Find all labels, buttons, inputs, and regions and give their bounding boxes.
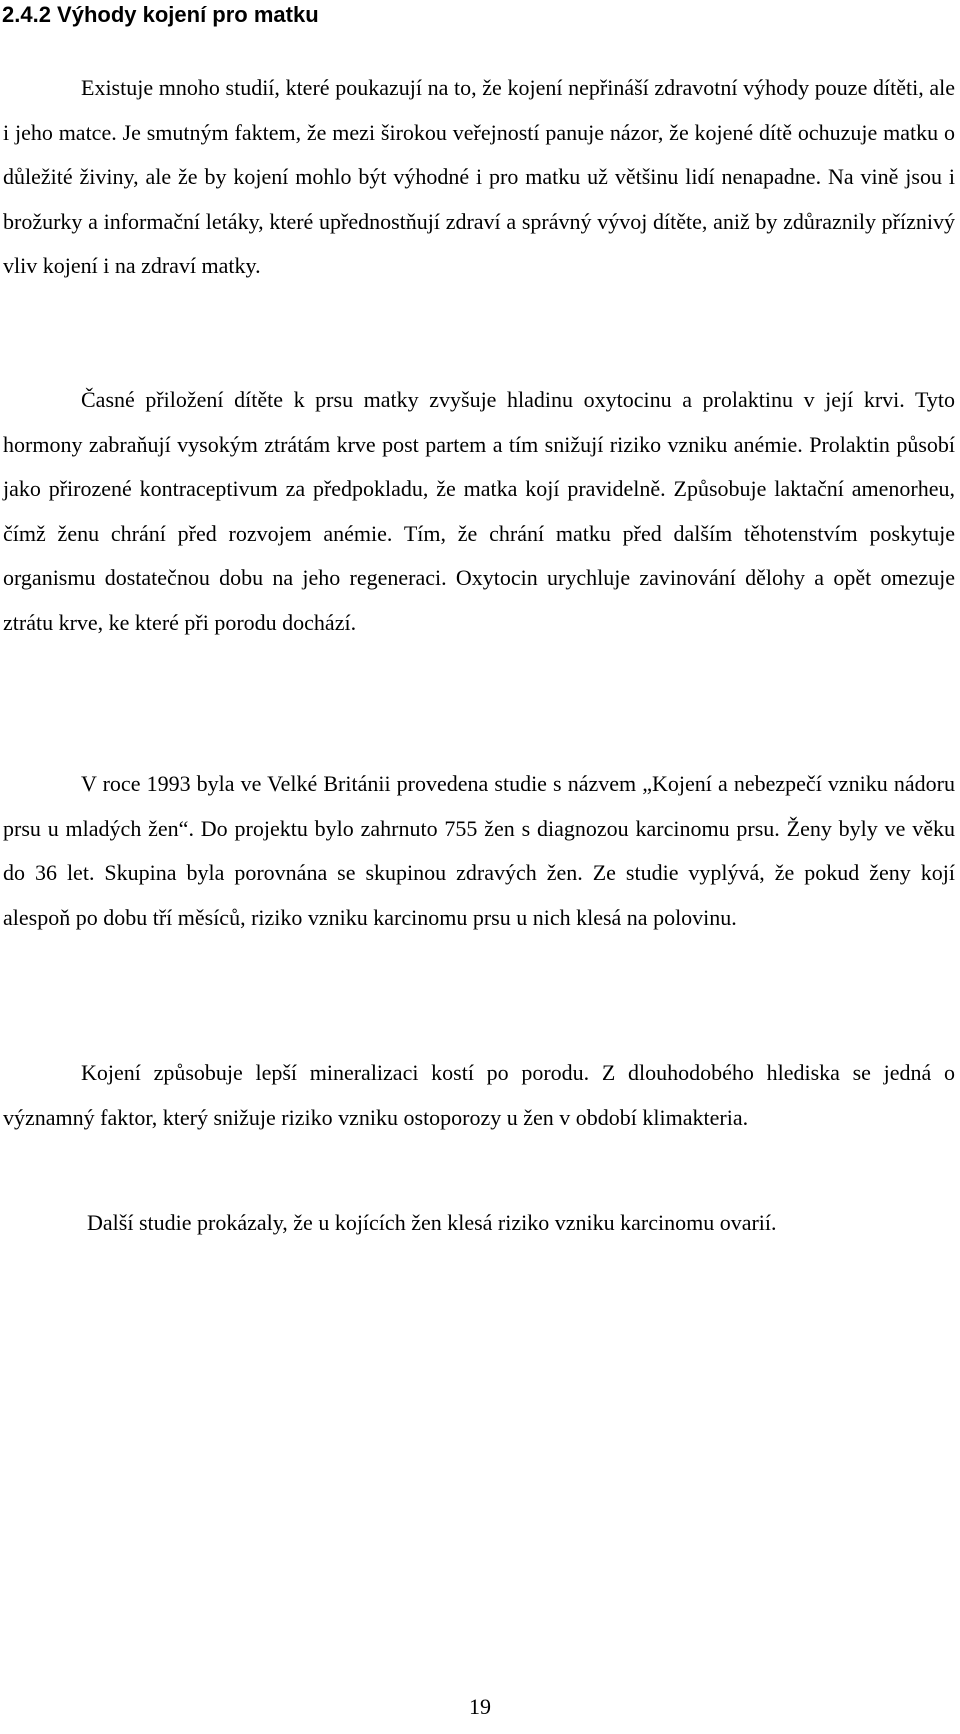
- page-number: 19: [469, 1694, 491, 1719]
- paragraph-bone-mineralization: Kojení způsobuje lepší mineralizaci kostí po porodu. Z dlouhodobého hlediska se jedná o významný faktor, který snižuje riziko vzniku ostoporozy u žen v období klimakteria.: [3, 1060, 955, 1130]
- paragraph-uk-study: V roce 1993 byla ve Velké Británii provedena studie s názvem „Kojení a nebezpečí vzniku nádoru prsu u mladých žen“. Do projektu bylo zahrnuto 755 žen s diagnozou karcinomu prsu. Ženy byly ve věku do 36 let. Skupina byla porovnána se skupinou zdravých žen. Ze studie vyplývá, že pokud ženy kojí alespoň po dobu tří měsíců, riziko vzniku karcinomu prsu u nich klesá na polovinu.: [3, 771, 955, 930]
- paragraph-mother-benefits-intro: Existuje mnoho studií, které poukazují na to, že kojení nepřináší zdravotní výhody pouze dítěti, ale i jeho matce. Je smutným faktem, že mezi širokou veřejností panuje názor, že kojené dítě ochuzuje matku o důležité živiny, ale že by kojení mohlo být výhodné i pro matku už většinu lidí nenapadne. Na vině jsou i brožurky a informační letáky, které upřednostňují zdraví a správný vývoj dítěte, aniž by zdůraznily příznivý vliv kojení i na zdraví matky.: [3, 75, 955, 278]
- paragraph-ovarian-cancer: Další studie prokázaly, že u kojících žen klesá riziko vzniku karcinomu ovarií.: [87, 1210, 777, 1235]
- section-heading: 2.4.2 Výhody kojení pro matku: [2, 2, 319, 27]
- paragraph-hormones: Časné přiložení dítěte k prsu matky zvyšuje hladinu oxytocinu a prolaktinu v její krvi. Tyto hormony zabraňují vysokým ztrátám krve post partem a tím snižují riziko vzniku anémie. Prolaktin působí jako přirozené kontraceptivum za předpokladu, že matka kojí pravidelně. Způsobuje laktační amenorheu, čímž ženu chrání před rozvojem anémie. Tím, že chrání matku před dalším těhotenstvím poskytuje organismu dostatečnou dobu na jeho regeneraci. Oxytocin urychluje zavinování dělohy a opět omezuje ztrátu krve, ke které při porodu dochází.: [3, 387, 955, 635]
